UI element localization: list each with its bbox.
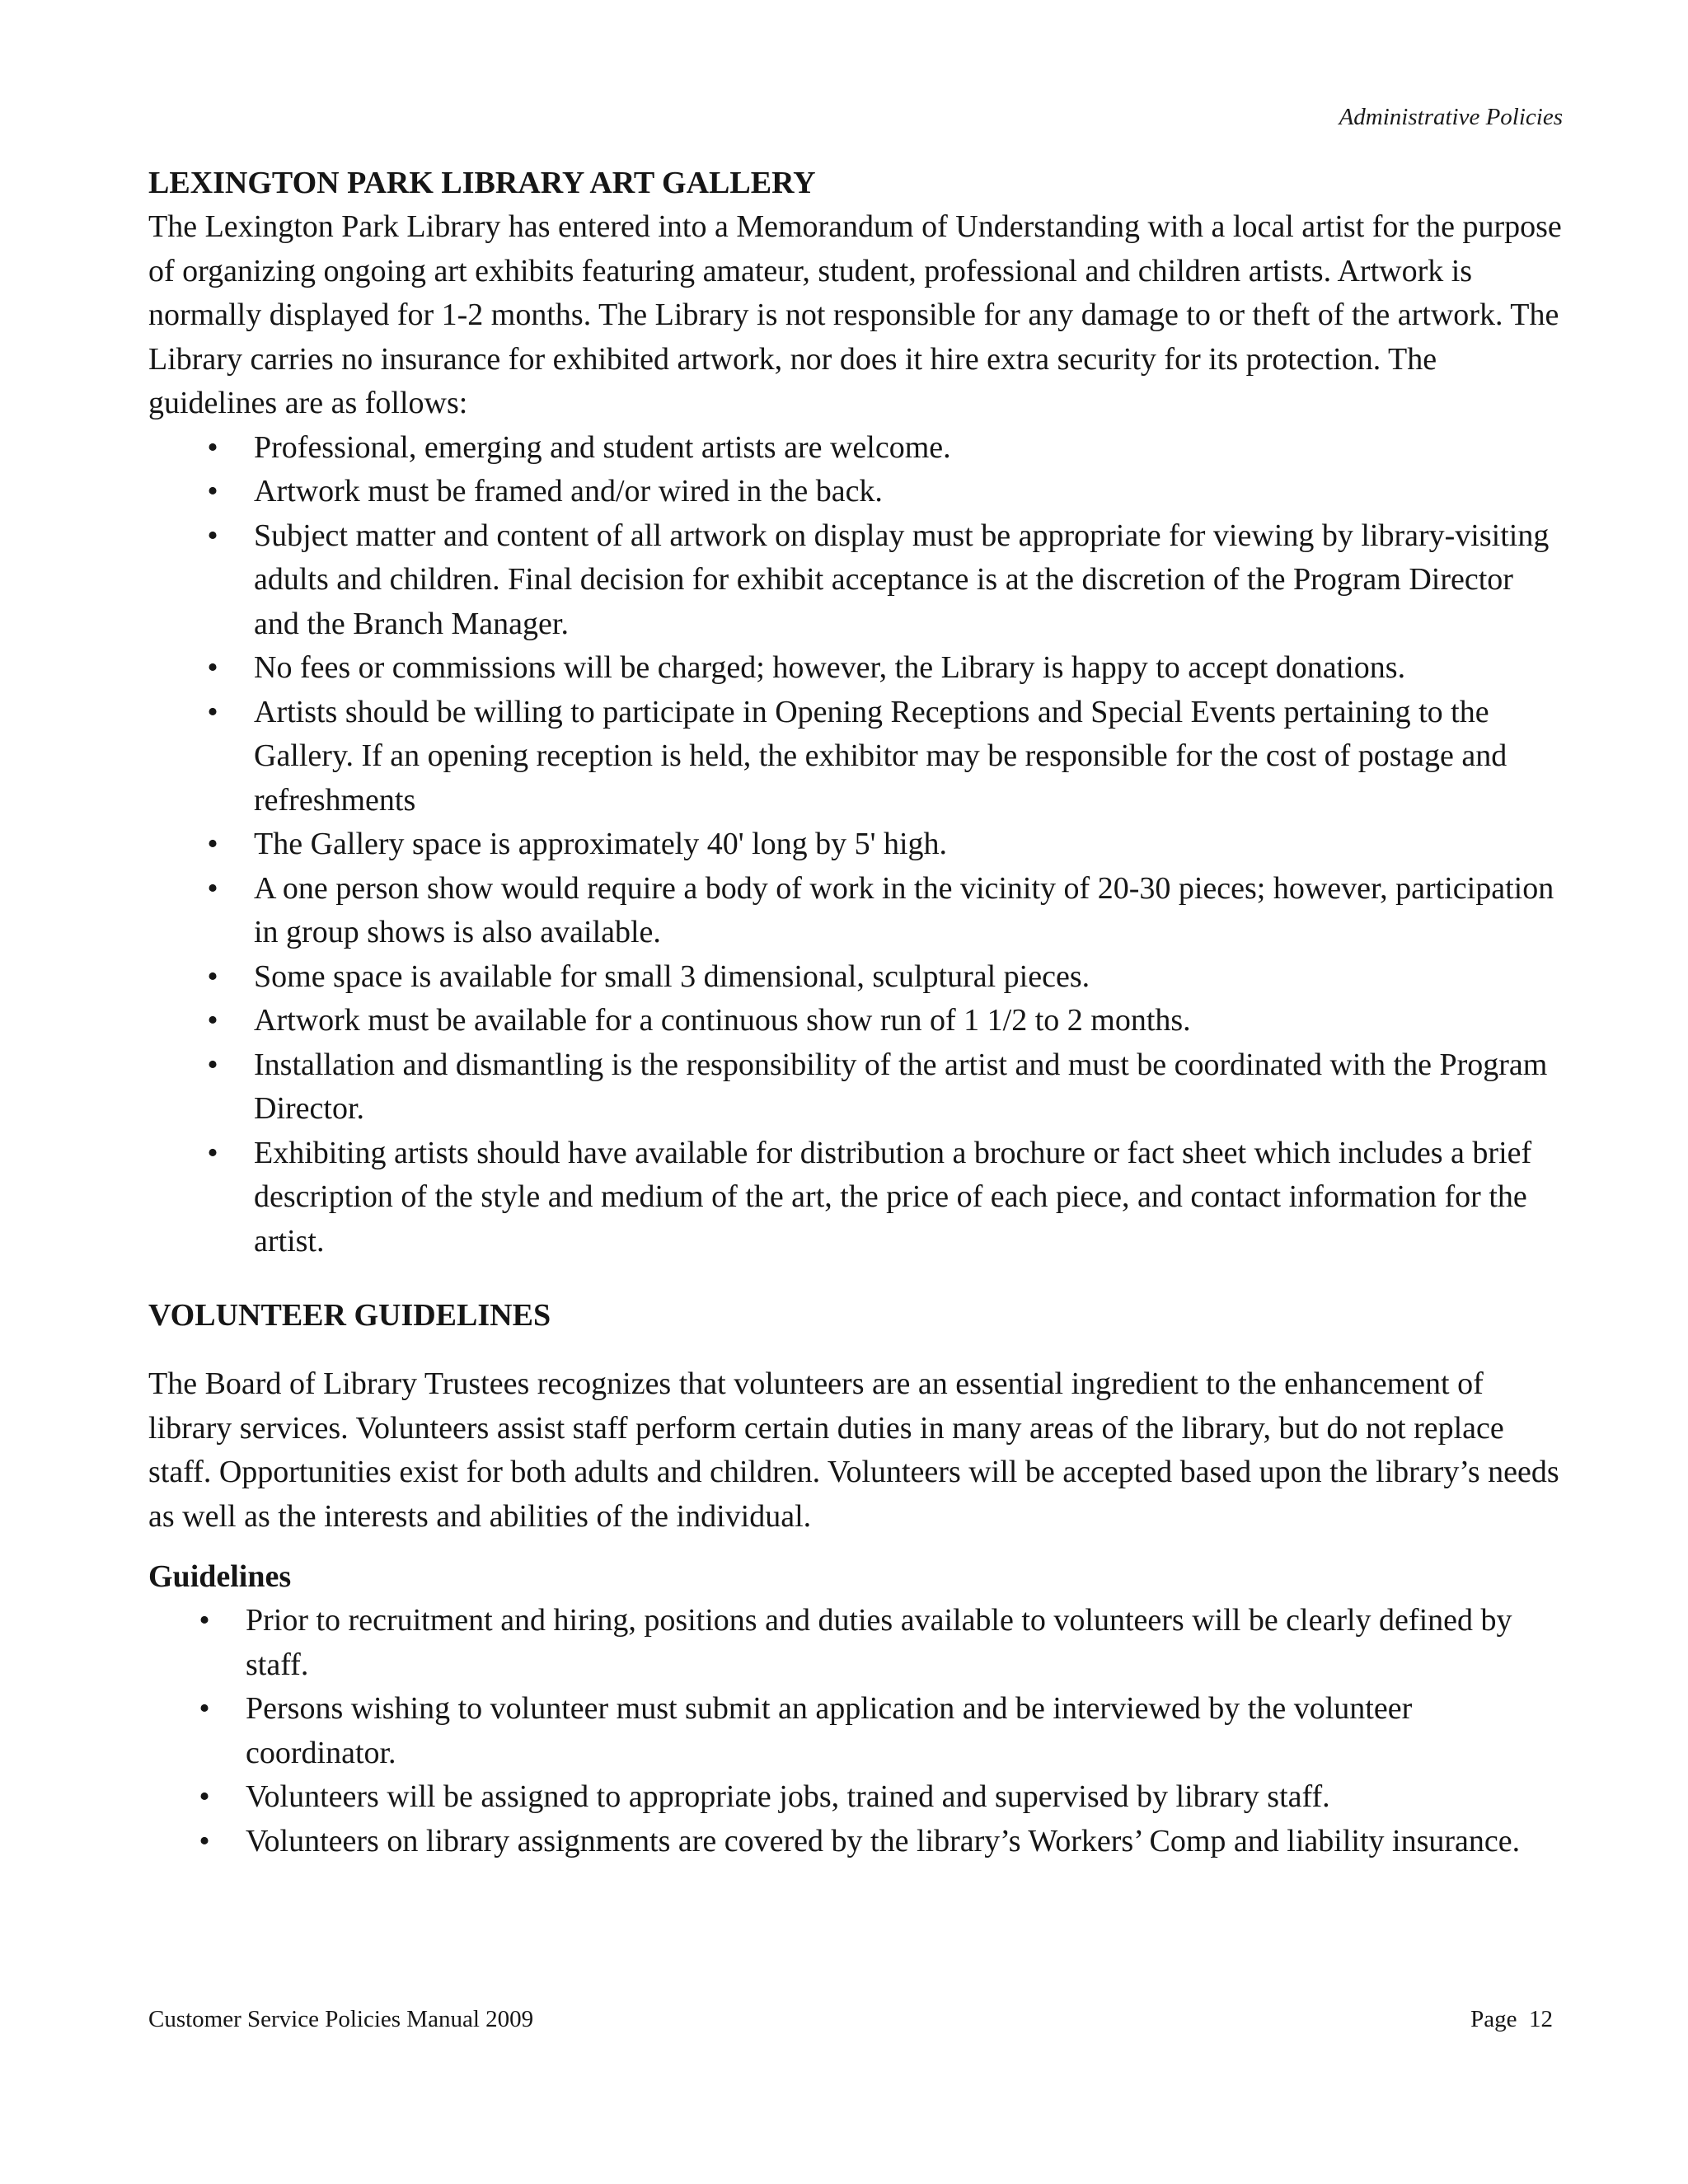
list-item	[148, 426, 1566, 471]
list-item-text: Prior to recruitment and hiring, positions and duties available to volunteers will be clearly defined by staff.	[246, 1603, 1512, 1682]
list-item	[148, 1132, 1566, 1264]
footer-page-number: Page 12	[1470, 2006, 1553, 2032]
list-item-text: Installation and dismantling is the responsibility of the artist and must be coordinated with the Program Director.	[254, 1047, 1548, 1126]
list-item	[148, 823, 1566, 867]
section-spacer	[148, 1338, 1566, 1362]
gallery-guidelines-list	[148, 426, 1566, 1264]
list-item-text: Exhibiting artists should have available for distribution a brochure or fact sheet which includes a brief description of the style and medium of the art, the price of each piece, and contact information for the artist.	[254, 1135, 1532, 1258]
volunteer-intro-paragraph: The Board of Library Trustees recognizes that volunteers are an essential ingredient to the enhancement of library services. Volunteers assist staff perform certain duties in many areas of the library, but do not replace staff. Opportunities exist for both adults and children. Volunteers will be accepted based upon the library’s needs as well as the interests and abilities of the individual.	[148, 1366, 1559, 1534]
gallery-heading: LEXINGTON PARK LIBRARY ART GALLERY	[148, 166, 816, 200]
bullet-icon: •	[207, 1135, 218, 1170]
bullet-icon: •	[207, 518, 218, 553]
list-item-text: No fees or commissions will be charged; however, the Library is happy to accept donations.	[254, 650, 1406, 685]
bullet-icon: •	[207, 1047, 218, 1082]
bullet-icon: •	[207, 650, 218, 685]
running-header: Administrative Policies	[1339, 104, 1563, 130]
bullet-icon: •	[207, 429, 218, 465]
page-content	[148, 162, 1566, 1863]
list-item-text: Artists should be willing to participate in Opening Receptions and Special Events pertaining to the Gallery. If an opening reception is held, the exhibitor may be responsible for the cost of postage and refreshments	[254, 694, 1507, 818]
list-item	[148, 691, 1566, 823]
list-item-text: Artwork must be framed and/or wired in the back.	[254, 474, 883, 509]
bullet-icon: •	[207, 474, 218, 509]
list-item	[148, 1820, 1566, 1864]
footer-manual-title: Customer Service Policies Manual 2009	[148, 2006, 534, 2032]
gallery-intro-paragraph: The Lexington Park Library has entered into a Memorandum of Understanding with a local artist for the purpose of organizing ongoing art exhibits featuring amateur, student, professional and children artists. Artwork is normally displayed for 1-2 months. The Library is not responsible for any damage to or theft of the artwork. The Library carries no insurance for exhibited artwork, nor does it hire extra security for its protection. The guidelines are as follows:	[148, 209, 1562, 420]
bullet-icon: •	[199, 1691, 210, 1726]
list-item-text: A one person show would require a body of work in the vicinity of 20-30 pieces; however, participation in group shows is also available.	[254, 870, 1554, 949]
bullet-icon: •	[207, 827, 218, 861]
bullet-icon: •	[207, 1003, 218, 1038]
list-item-text: Volunteers will be assigned to appropriate jobs, trained and supervised by library staff.	[246, 1779, 1330, 1814]
bullet-icon: •	[199, 1603, 210, 1638]
section-spacer	[148, 1263, 1566, 1294]
volunteer-guidelines-list	[148, 1599, 1566, 1863]
list-item	[148, 1599, 1566, 1687]
list-item-text: Professional, emerging and student artists are welcome.	[254, 429, 951, 465]
list-item-text: Persons wishing to volunteer must submit an application and be interviewed by the volunteer coordinator.	[246, 1691, 1413, 1770]
list-item	[148, 646, 1566, 691]
list-item-text: Volunteers on library assignments are covered by the library’s Workers’ Comp and liability insurance.	[246, 1823, 1521, 1858]
volunteer-heading: VOLUNTEER GUIDELINES	[148, 1298, 551, 1333]
list-item	[148, 1043, 1566, 1132]
list-item	[148, 1687, 1566, 1775]
list-item	[148, 999, 1566, 1043]
list-item-text: Subject matter and content of all artwork on display must be appropriate for viewing by library-visiting adults and children. Final decision for exhibit acceptance is at the discretion of the Program Director and the Branch Manager.	[254, 518, 1550, 641]
list-item	[148, 1775, 1566, 1820]
list-item-text: Artwork must be available for a continuous show run of 1 1/2 to 2 months.	[254, 1003, 1191, 1038]
list-item	[148, 867, 1566, 955]
list-item	[148, 514, 1566, 647]
list-item-text: Some space is available for small 3 dimensional, sculptural pieces.	[254, 958, 1090, 994]
bullet-icon: •	[199, 1823, 210, 1858]
list-item	[148, 955, 1566, 1000]
bullet-icon: •	[199, 1779, 210, 1814]
list-item-text: The Gallery space is approximately 40' long by 5' high.	[254, 827, 948, 861]
guidelines-subheading: Guidelines	[148, 1559, 292, 1594]
section-spacer	[148, 1539, 1566, 1555]
bullet-icon: •	[207, 870, 218, 906]
bullet-icon: •	[207, 694, 218, 729]
bullet-icon: •	[207, 958, 218, 994]
list-item	[148, 470, 1566, 514]
